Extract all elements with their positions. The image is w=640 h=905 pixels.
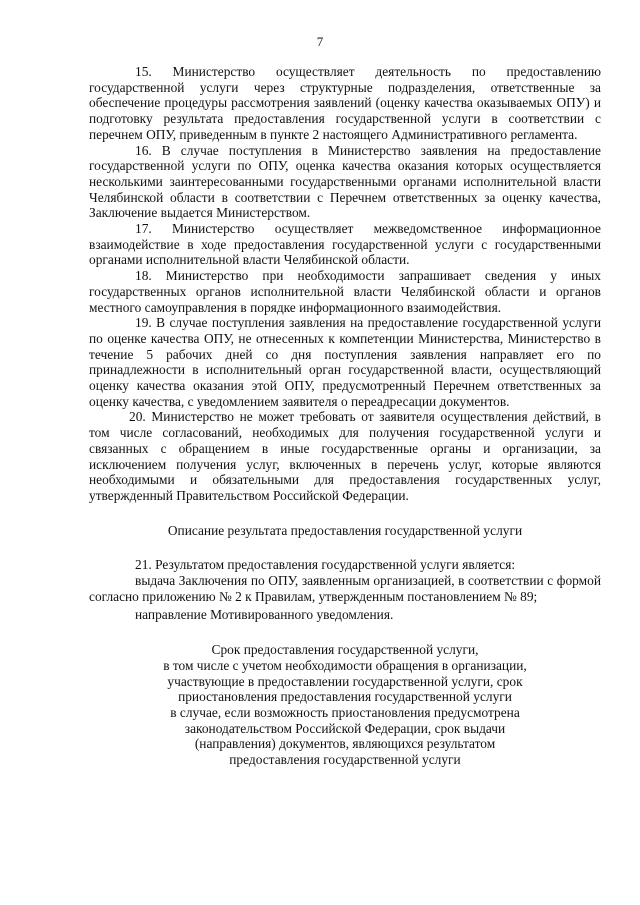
heading-term-line: в случае, если возможность приостановления предусмотрена [170,705,520,721]
section-heading-term [89,642,601,768]
section-heading-result: Описание результата предоставления государственной услуги [167,522,523,538]
paragraph-17: 17. Министерство осуществляет межведомственное информационное взаимодействие в ходе предоставления государственной услуги с государственными органами исполнительной власти Челябинской области. [89,221,601,268]
heading-term-line: законодательством Российской Федерации, срок выдачи [184,720,506,736]
paragraph-16: 16. В случае поступления в Министерство заявления на предоставление государственной услуги по ОПУ, оценка качества оказания которых осуществляется несколькими заинтересованными государственными органами исполнительной власти Челябинской области в соответствии с Перечнем ответственных за оценку качества, Заключение выдается Министерством. [89,142,601,221]
heading-term-line: (направления) документов, являющихся результатом [194,736,496,752]
heading-term-line: предоставления государственной услуги [229,752,461,768]
document-body [89,64,601,768]
paragraph-18: 18. Министерство при необходимости запрашивает сведения у иных государственных органов исполнительной власти Челябинской области и органов местного самоуправления в порядке информационного взаимодействия. [89,268,601,315]
result-item-conclusion: выдача Заключения по ОПУ, заявленным организацией, в соответствии с формой согласно приложению № 2 к Правилам, утвержденным постановлением № 89; [89,573,601,604]
heading-term-line: в том числе с учетом необходимости обращения в организации, [163,657,527,673]
paragraph-15: 15. Министерство осуществляет деятельность по предоставлению государственной услуги через структурные подразделения, ответственные за обеспечение процедуры рассмотрения заявлений (оценку качества оказываемых ОПУ) и подготовку результата предоставления государственной услуги в соответствии с перечнем ОПУ, приведенным в пункте 2 настоящего Административного регламента. [89,64,601,142]
heading-term-line: Срок предоставления государственной услуги, [211,642,479,658]
paragraph-19: 19. В случае поступления заявления на предоставление государственной услуги по оценке качества ОПУ, не отнесенных к компетенции Министерства, Министерство в течение 5 рабочих дней со дня поступления заявления направляет его по принадлежности в исполнительный орган государственной власти, осуществляющий оценку качества оказания этой ОПУ, предусмотренный Перечнем ответственных за оценку качества, с уведомлением заявителя о переадресации документов. [89,315,601,409]
heading-term-line: приостановления предоставления государственной услуги [178,689,512,705]
heading-term-line: участвующие в предоставлении государственной услуги, срок [167,673,523,689]
page-number: 7 [316,34,324,49]
result-item-notification: направление Мотивированного уведомления. [135,606,394,622]
paragraph-20: 20. Министерство не может требовать от заявителя осуществления действий, в том числе согласований, необходимых для получения государственной услуги и связанных с обращением в иные государственные органы и организации, за исключением получения услуг, включенных в перечень услуг, которые являются необходимыми и обязательными для предоставления государственных услуг, утвержденный Правительством Российской Федерации. [89,409,601,503]
paragraph-21: 21. Результатом предоставления государственной услуги является: [135,557,516,573]
